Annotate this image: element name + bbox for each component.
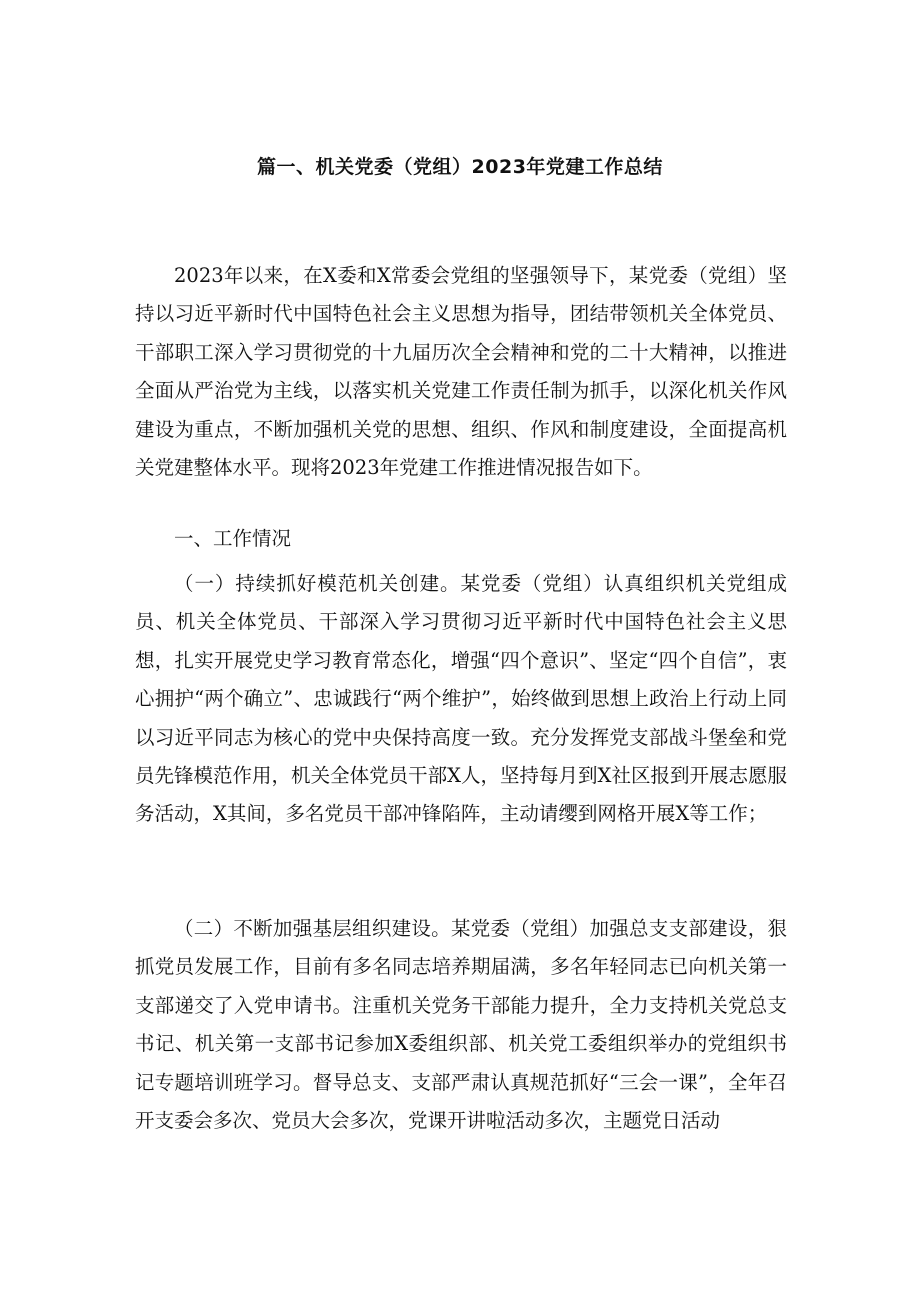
paragraph-model-organ: （一）持续抓好模范机关创建。某党委（党组）认真组织机关党组成员、机关全体党员、干部深入学习贯彻习近平新时代中国特色社会主义思想，扎实开展党史学习教育常态化，增强“四个意识”、坚定“四个自信”，衷心拥护“两个确立”、忠诚践行“两个维护”，始终做到思想上政治上行动上同以习近平同志为核心的党中央保持高度一致。充分发挥党支部战斗堡垒和党员先锋模范作用，机关全体党员干部X人，坚持每月到X社区报到开展志愿服务活动，X其间，多名党员干部冲锋陷阵，主动请缨到网格开展X等工作；	[135, 572, 787, 826]
paragraph-grassroots-organization: （二）不断加强基层组织建设。某党委（党组）加强总支支部建设，狠抓党员发展工作，目前有多名同志培养期届满，多名年轻同志已向机关第一支部递交了入党申请书。注重机关党务干部能力提升，全力支持机关党总支书记、机关第一支部书记参加X委组织部、机关党工委组织举办的党组织书记专题培训班学习。督导总支、支部严肃认真规范抓好“三会一课”，全年召开支委会多次、党员大会多次，党课开讲啦活动多次，主题党日活动	[135, 917, 787, 1133]
document-title: 篇一、机关党委（党组）2023年党建工作总结	[257, 156, 663, 178]
intro-paragraph: 2023年以来，在X委和X常委会党组的坚强领导下，某党委（党组）坚持以习近平新时代中国特色社会主义思想为指导，团结带领机关全体党员、干部职工深入学习贯彻党的十九届历次全会精神和党的二十大精神，以推进全面从严治党为主线，以落实机关党建工作责任制为抓手，以深化机关作风建设为重点，不断加强机关党的思想、组织、作风和制度建设，全面提高机关党建整体水平。现将2023年党建工作推进情况报告如下。	[135, 264, 787, 480]
section-heading: 一、工作情况	[174, 527, 292, 550]
